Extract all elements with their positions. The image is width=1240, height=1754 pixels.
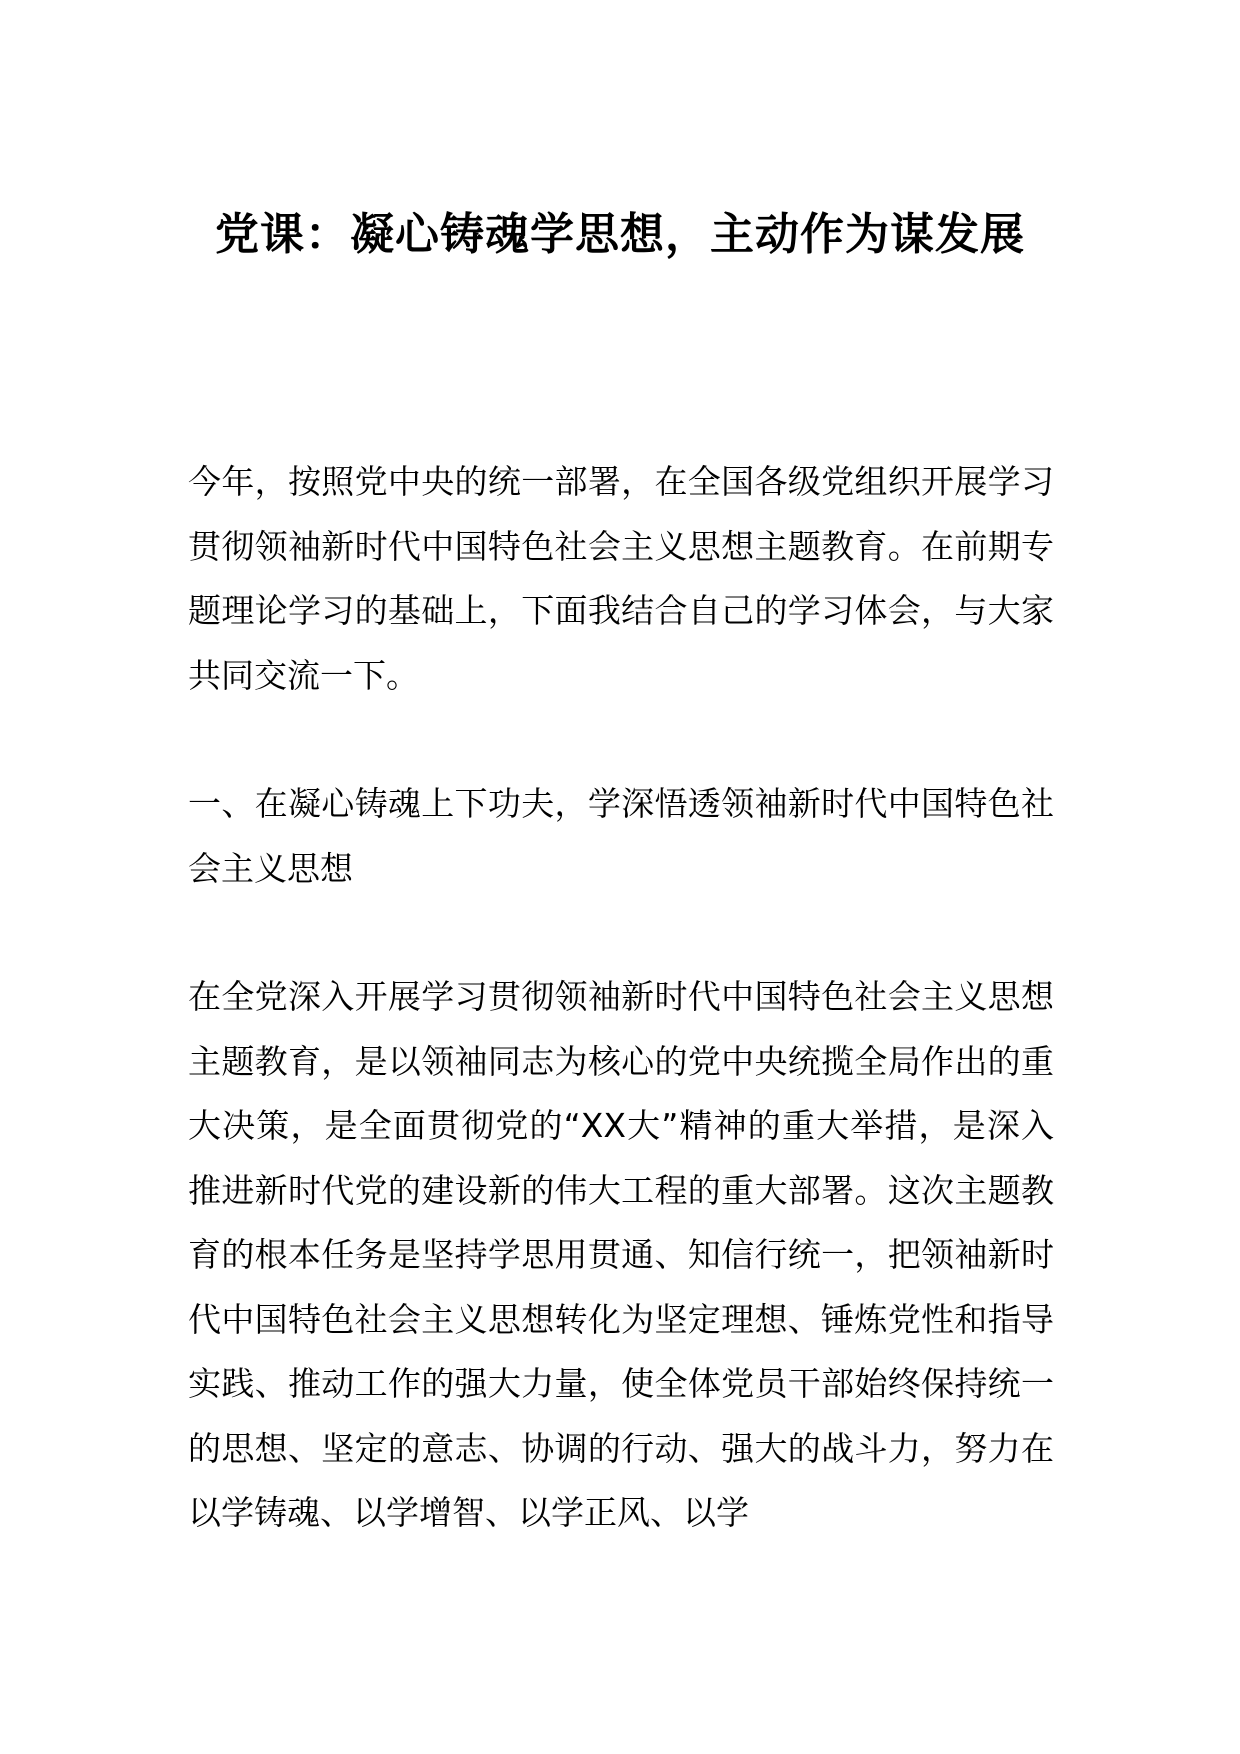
- section-1-paragraph: 在全党深入开展学习贯彻领袖新时代中国特色社会主义思想主题教育，是以领袖同志为核心的党中央统揽全局作出的重大决策，是全面贯彻党的“XX大”精神的重大举措，是深入推进新时代党的建设新的伟大工程的重大部署。这次主题教育的根本任务是坚持学思用贯通、知信行统一，把领袖新时代中国特色社会主义思想转化为坚定理想、锤炼党性和指导实践、推动工作的强大力量，使全体党员干部始终保持统一的思想、坚定的意志、协调的行动、强大的战斗力，努力在以学铸魂、以学增智、以学正风、以学: [188, 977, 1054, 1532]
- document-title: 党课：凝心铸魂学思想，主动作为谋发展: [215, 209, 1025, 260]
- document-body: [188, 450, 1054, 1610]
- intro-paragraph: 今年，按照党中央的统一部署，在全国各级党组织开展学习贯彻领袖新时代中国特色社会主义思想主题教育。在前期专题理论学习的基础上，下面我结合自己的学习体会，与大家共同交流一下。: [188, 462, 1054, 695]
- section-heading-1: 一、在凝心铸魂上下功夫，学深悟透领袖新时代中国特色社会主义思想: [188, 784, 1054, 888]
